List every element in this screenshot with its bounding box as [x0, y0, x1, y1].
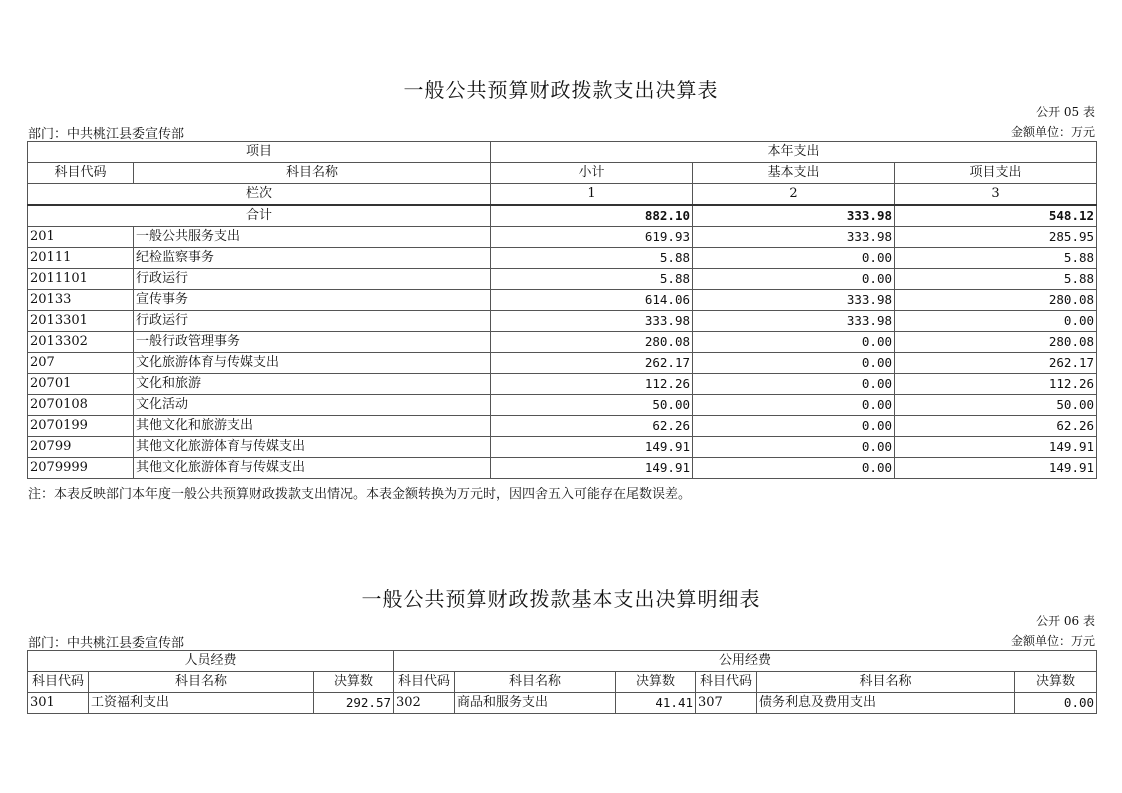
row-name-3: 债务利息及费用支出	[757, 693, 1015, 714]
table-row	[28, 269, 1097, 290]
row-name-1: 工资福利支出	[89, 693, 314, 714]
table-row	[28, 395, 1097, 416]
total-project: 548.12	[895, 205, 1097, 227]
row-code: 201	[28, 227, 134, 248]
column-number-3: 3	[895, 184, 1097, 206]
row-project: 280.08	[895, 332, 1097, 353]
row-project: 62.26	[895, 416, 1097, 437]
row-project: 112.26	[895, 374, 1097, 395]
row-code: 2070108	[28, 395, 134, 416]
table-row	[28, 353, 1097, 374]
header-name-2: 科目名称	[455, 672, 616, 693]
header-name-1: 科目名称	[89, 672, 314, 693]
row-code-3: 307	[696, 693, 757, 714]
row-basic: 0.00	[693, 269, 895, 290]
row-basic: 333.98	[693, 290, 895, 311]
header-project-expense: 项目支出	[895, 163, 1097, 184]
row-name: 其他文化和旅游支出	[134, 416, 491, 437]
table-row	[28, 458, 1097, 479]
header-personnel-expense: 人员经费	[28, 651, 394, 672]
table1-header-row-1	[28, 142, 1097, 163]
table-row	[28, 374, 1097, 395]
table-row	[28, 227, 1097, 248]
row-name: 文化和旅游	[134, 374, 491, 395]
table1-code: 公开 05 表	[1036, 105, 1095, 119]
table-row	[28, 332, 1097, 353]
table1	[27, 141, 1097, 479]
row-basic: 0.00	[693, 416, 895, 437]
row-subtotal: 5.88	[491, 269, 693, 290]
column-number-1: 1	[491, 184, 693, 206]
row-basic: 0.00	[693, 332, 895, 353]
row-name: 宣传事务	[134, 290, 491, 311]
table1-unit: 金额单位：万元	[1010, 125, 1095, 139]
row-subtotal: 149.91	[491, 437, 693, 458]
table2-row	[28, 693, 1097, 714]
row-code: 20111	[28, 248, 134, 269]
row-code: 2079999	[28, 458, 134, 479]
row-project: 285.95	[895, 227, 1097, 248]
header-code: 科目代码	[28, 163, 134, 184]
header-amount-1: 决算数	[314, 672, 394, 693]
row-subtotal: 149.91	[491, 458, 693, 479]
column-number-2: 2	[693, 184, 895, 206]
table1-header-row-2	[28, 163, 1097, 184]
table-row	[28, 248, 1097, 269]
total-label: 合计	[28, 205, 491, 227]
row-basic: 0.00	[693, 248, 895, 269]
row-project: 50.00	[895, 395, 1097, 416]
table-row	[28, 437, 1097, 458]
row-subtotal: 280.08	[491, 332, 693, 353]
row-basic: 0.00	[693, 374, 895, 395]
row-code-1: 301	[28, 693, 89, 714]
row-code: 20133	[28, 290, 134, 311]
row-code: 2013301	[28, 311, 134, 332]
table-row	[28, 290, 1097, 311]
row-name: 其他文化旅游体育与传媒支出	[134, 437, 491, 458]
row-project: 149.91	[895, 437, 1097, 458]
table2-code: 公开 06 表	[1036, 614, 1095, 628]
header-project: 项目	[28, 142, 491, 163]
row-code: 2070199	[28, 416, 134, 437]
header-amount-2: 决算数	[616, 672, 696, 693]
header-basic: 基本支出	[693, 163, 895, 184]
table1-total-row	[28, 205, 1097, 227]
table2-header-row-2	[28, 672, 1097, 693]
row-name: 一般公共服务支出	[134, 227, 491, 248]
row-name: 文化活动	[134, 395, 491, 416]
row-code: 20701	[28, 374, 134, 395]
total-subtotal: 882.10	[491, 205, 693, 227]
total-basic: 333.98	[693, 205, 895, 227]
table2-unit: 金额单位：万元	[1010, 634, 1095, 648]
row-code: 20799	[28, 437, 134, 458]
row-name: 其他文化旅游体育与传媒支出	[134, 458, 491, 479]
row-name: 文化旅游体育与传媒支出	[134, 353, 491, 374]
table-row	[28, 311, 1097, 332]
row-subtotal: 262.17	[491, 353, 693, 374]
table2-header-row-1	[28, 651, 1097, 672]
row-code: 207	[28, 353, 134, 374]
row-basic: 0.00	[693, 353, 895, 374]
row-code: 2011101	[28, 269, 134, 290]
row-subtotal: 5.88	[491, 248, 693, 269]
header-amount-3: 决算数	[1015, 672, 1097, 693]
row-name: 行政运行	[134, 311, 491, 332]
header-subtotal: 小计	[491, 163, 693, 184]
row-name: 行政运行	[134, 269, 491, 290]
row-project: 0.00	[895, 311, 1097, 332]
row-name: 纪检监察事务	[134, 248, 491, 269]
row-amount-3: 0.00	[1015, 693, 1097, 714]
row-amount-1: 292.57	[314, 693, 394, 714]
header-name: 科目名称	[134, 163, 491, 184]
row-subtotal: 614.06	[491, 290, 693, 311]
header-code-1: 科目代码	[28, 672, 89, 693]
row-code: 2013302	[28, 332, 134, 353]
row-subtotal: 62.26	[491, 416, 693, 437]
table1-body	[28, 227, 1097, 479]
table-row	[28, 416, 1097, 437]
row-name-2: 商品和服务支出	[455, 693, 616, 714]
table1-department: 部门：中共桃江县委宣传部	[28, 127, 185, 142]
row-project: 262.17	[895, 353, 1097, 374]
table2	[27, 650, 1097, 714]
row-amount-2: 41.41	[616, 693, 696, 714]
row-subtotal: 50.00	[491, 395, 693, 416]
row-project: 5.88	[895, 248, 1097, 269]
row-basic: 0.00	[693, 437, 895, 458]
row-project: 5.88	[895, 269, 1097, 290]
table1-column-number-row	[28, 184, 1097, 206]
table1-note: 注：本表反映部门本年度一般公共预算财政拨款支出情况。本表金额转换为万元时，因四舍五入可能存在尾数误差。	[28, 487, 692, 502]
table1-title: 一般公共预算财政拨款支出决算表	[403, 78, 719, 102]
header-code-3: 科目代码	[696, 672, 757, 693]
header-public-expense: 公用经费	[394, 651, 1097, 672]
row-basic: 0.00	[693, 458, 895, 479]
row-code-2: 302	[394, 693, 455, 714]
row-project: 280.08	[895, 290, 1097, 311]
header-code-2: 科目代码	[394, 672, 455, 693]
row-subtotal: 619.93	[491, 227, 693, 248]
table2-department: 部门：中共桃江县委宣传部	[28, 636, 185, 651]
row-basic: 333.98	[693, 227, 895, 248]
row-project: 149.91	[895, 458, 1097, 479]
row-basic: 0.00	[693, 395, 895, 416]
header-name-3: 科目名称	[757, 672, 1015, 693]
table2-title: 一般公共预算财政拨款基本支出决算明细表	[361, 587, 761, 611]
row-name: 一般行政管理事务	[134, 332, 491, 353]
row-subtotal: 112.26	[491, 374, 693, 395]
header-year-expense: 本年支出	[491, 142, 1097, 163]
column-number-label: 栏次	[28, 184, 491, 206]
row-subtotal: 333.98	[491, 311, 693, 332]
row-basic: 333.98	[693, 311, 895, 332]
